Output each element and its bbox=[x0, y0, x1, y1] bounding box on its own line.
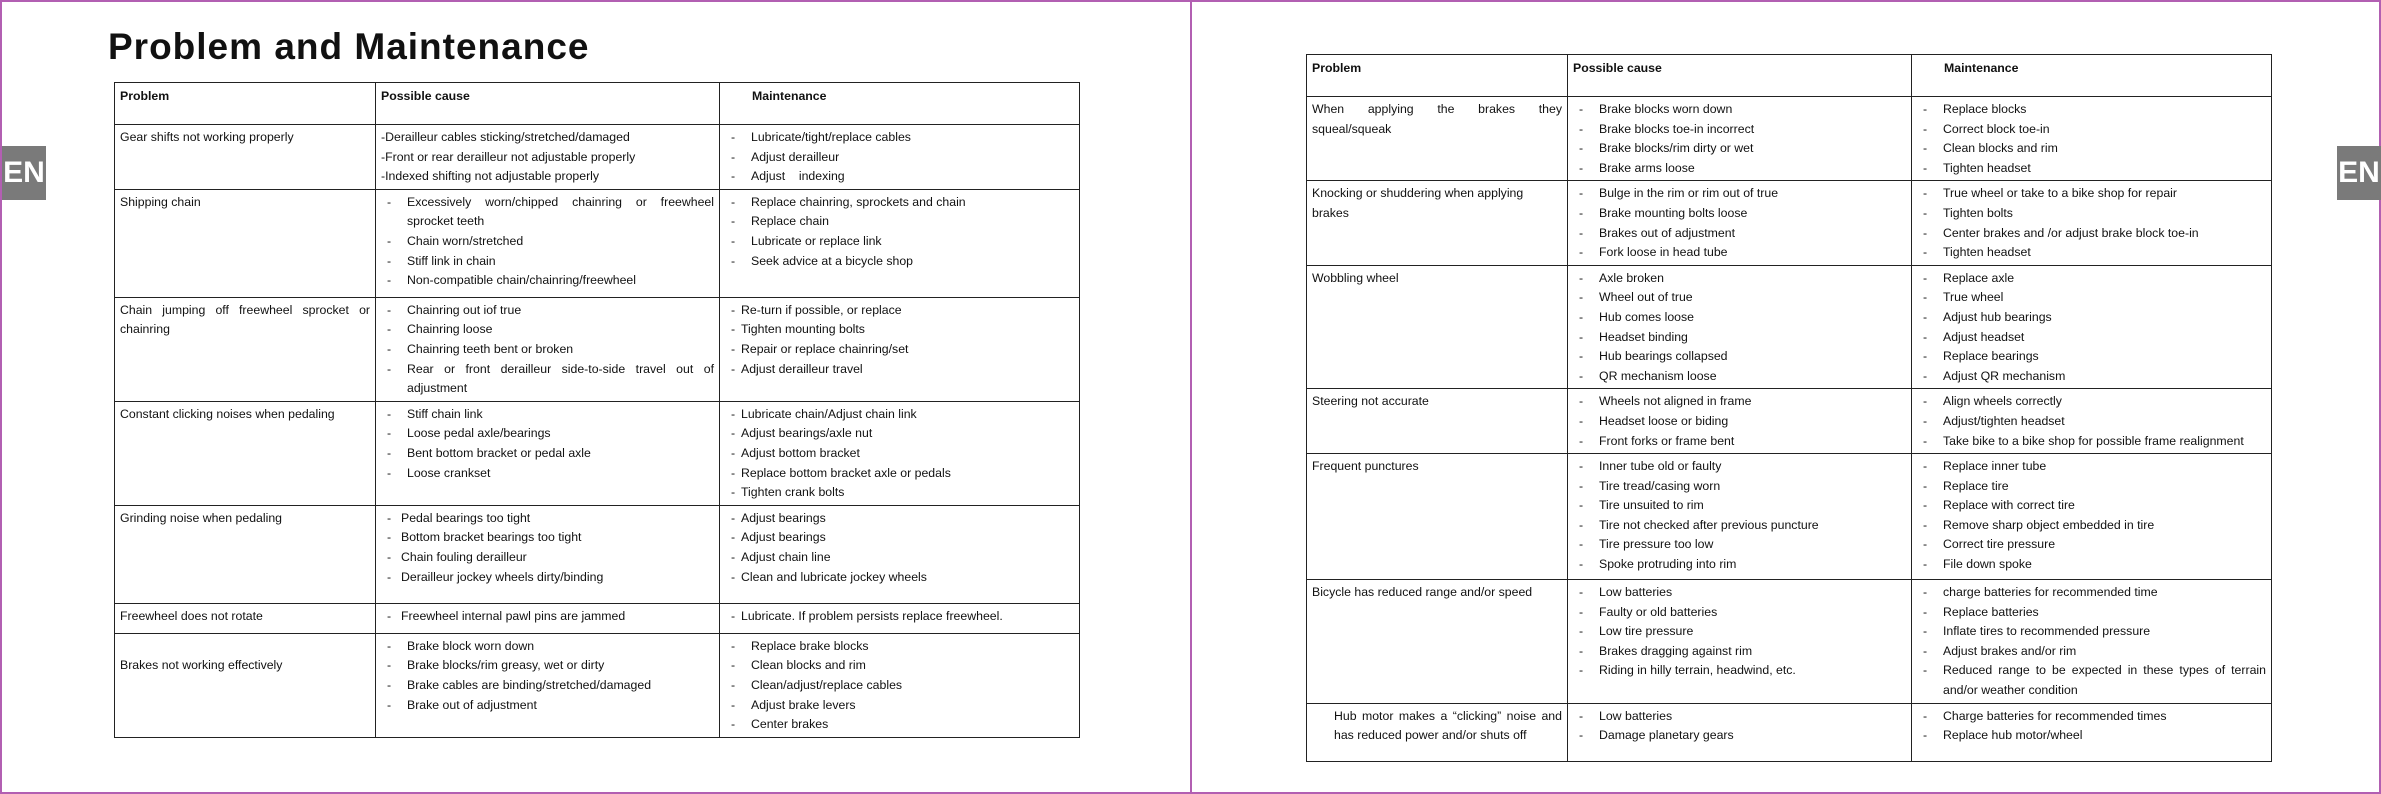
cause-cell bbox=[1568, 97, 1912, 181]
maintenance-cell bbox=[1912, 265, 2272, 389]
cause-cell bbox=[376, 189, 720, 297]
cause-item: - Brake mounting bolts loose bbox=[1573, 204, 1906, 224]
table-row bbox=[115, 505, 1080, 603]
table-header-row bbox=[115, 83, 1080, 125]
right-page bbox=[1192, 2, 2381, 792]
header-problem: Problem bbox=[115, 83, 376, 125]
problem-cell: Shipping chain bbox=[115, 189, 376, 297]
maintenance-item: - Adjust bearings bbox=[725, 528, 1074, 548]
maintenance-item: - File down spoke bbox=[1917, 555, 2266, 575]
cause-item: - Brake blocks worn down bbox=[1573, 100, 1906, 120]
cause-item: - Wheel out of true bbox=[1573, 288, 1906, 308]
cause-item: - Bulge in the rim or rim out of true bbox=[1573, 184, 1906, 204]
table-header-row bbox=[1307, 55, 2272, 97]
table-row bbox=[115, 125, 1080, 190]
maintenance-item: - Correct block toe-in bbox=[1917, 120, 2266, 140]
table-row bbox=[1307, 703, 2272, 761]
cause-item: - Wheels not aligned in frame bbox=[1573, 392, 1906, 412]
cause-item: - Tire tread/casing worn bbox=[1573, 477, 1906, 497]
problem-cell: Knocking or shuddering when applying brakes bbox=[1307, 181, 1568, 265]
maintenance-item: - Replace brake blocks bbox=[725, 637, 1074, 657]
maintenance-item: - Replace axle bbox=[1917, 269, 2266, 289]
cause-item: - Stiff link in chain bbox=[381, 252, 714, 272]
maintenance-item: - Adjust brakes and/or rim bbox=[1917, 642, 2266, 662]
maintenance-item: - Clean and lubricate jockey wheels bbox=[725, 568, 1074, 588]
maintenance-item: - Adjust brake levers bbox=[725, 696, 1074, 716]
cause-item: - Faulty or old batteries bbox=[1573, 603, 1906, 623]
problem-cell: Wobbling wheel bbox=[1307, 265, 1568, 389]
maintenance-item: - Replace chainring, sprockets and chain bbox=[725, 193, 1074, 213]
maintenance-item: - Replace inner tube bbox=[1917, 457, 2266, 477]
cause-item: - Freewheel internal pawl pins are jammed bbox=[381, 607, 714, 627]
cause-item: - Brakes dragging against rim bbox=[1573, 642, 1906, 662]
cause-item: - Loose pedal axle/bearings bbox=[381, 424, 714, 444]
problem-cell: Gear shifts not working properly bbox=[115, 125, 376, 190]
maintenance-item: - Lubricate or replace link bbox=[725, 232, 1074, 252]
cause-item: - Bottom bracket bearings too tight bbox=[381, 528, 714, 548]
header-maintenance: Maintenance bbox=[1912, 55, 2272, 97]
maintenance-item: - Replace tire bbox=[1917, 477, 2266, 497]
maintenance-cell bbox=[720, 189, 1080, 297]
maintenance-item: - Align wheels correctly bbox=[1917, 392, 2266, 412]
cause-item: - Inner tube old or faulty bbox=[1573, 457, 1906, 477]
cause-item: - Chainring teeth bent or broken bbox=[381, 340, 714, 360]
table-row bbox=[1307, 454, 2272, 580]
cause-cell bbox=[1568, 703, 1912, 761]
maintenance-item: - Reduced range to be expected in these types of terrain and/or weather condition bbox=[1917, 661, 2266, 700]
maintenance-item: - Replace batteries bbox=[1917, 603, 2266, 623]
table-row bbox=[115, 297, 1080, 401]
problem-cell: Grinding noise when pedaling bbox=[115, 505, 376, 603]
maintenance-item: - Adjust bottom bracket bbox=[725, 444, 1074, 464]
maintenance-item: - Charge batteries for recommended times bbox=[1917, 707, 2266, 727]
problem-cell: Freewheel does not rotate bbox=[115, 603, 376, 633]
maintenance-cell bbox=[720, 603, 1080, 633]
cause-item: - Tire pressure too low bbox=[1573, 535, 1906, 555]
maintenance-item: - Replace with correct tire bbox=[1917, 496, 2266, 516]
table-row bbox=[1307, 580, 2272, 704]
troubleshooting-table-left bbox=[114, 82, 1080, 738]
maintenance-item: - Clean blocks and rim bbox=[725, 656, 1074, 676]
problem-cell: Bicycle has reduced range and/or speed bbox=[1307, 580, 1568, 704]
maintenance-cell bbox=[720, 297, 1080, 401]
maintenance-item: - Lubricate chain/Adjust chain link bbox=[725, 405, 1074, 425]
maintenance-item: - Replace chain bbox=[725, 212, 1074, 232]
cause-cell bbox=[1568, 454, 1912, 580]
header-maintenance: Maintenance bbox=[720, 83, 1080, 125]
maintenance-item: - Center brakes bbox=[725, 715, 1074, 735]
maintenance-cell bbox=[1912, 389, 2272, 454]
maintenance-item: - Center brakes and /or adjust brake block toe-in bbox=[1917, 224, 2266, 244]
maintenance-item: - Lubricate. If problem persists replace freewheel. bbox=[725, 607, 1074, 627]
maintenance-item: - Adjust QR mechanism bbox=[1917, 367, 2266, 387]
maintenance-cell bbox=[1912, 454, 2272, 580]
maintenance-item: - True wheel bbox=[1917, 288, 2266, 308]
cause-item: - Derailleur jockey wheels dirty/binding bbox=[381, 568, 714, 588]
table-row bbox=[115, 603, 1080, 633]
maintenance-item: - Replace blocks bbox=[1917, 100, 2266, 120]
cause-item: - Axle broken bbox=[1573, 269, 1906, 289]
maintenance-item: - Tighten bolts bbox=[1917, 204, 2266, 224]
maintenance-item: - Clean blocks and rim bbox=[1917, 139, 2266, 159]
cause-cell bbox=[1568, 265, 1912, 389]
cause-cell bbox=[1568, 389, 1912, 454]
cause-item: - Non-compatible chain/chainring/freewheel bbox=[381, 271, 714, 291]
maintenance-item: - Adjust derailleur bbox=[725, 148, 1074, 168]
cause-item: - Low batteries bbox=[1573, 707, 1906, 727]
cause-item: -Derailleur cables sticking/stretched/damaged bbox=[381, 130, 630, 144]
cause-item: - Chainring loose bbox=[381, 320, 714, 340]
cause-item: - Hub comes loose bbox=[1573, 308, 1906, 328]
cause-item: - Brake blocks/rim greasy, wet or dirty bbox=[381, 656, 714, 676]
cause-item: - Damage planetary gears bbox=[1573, 726, 1906, 746]
table-row bbox=[1307, 265, 2272, 389]
cause-item: -Front or rear derailleur not adjustable properly bbox=[381, 149, 636, 164]
cause-item: - Stiff chain link bbox=[381, 405, 714, 425]
maintenance-cell bbox=[720, 505, 1080, 603]
maintenance-item: - True wheel or take to a bike shop for repair bbox=[1917, 184, 2266, 204]
maintenance-item: - Adjust derailleur travel bbox=[725, 360, 1074, 380]
table-row bbox=[115, 401, 1080, 505]
cause-item: - Riding in hilly terrain, headwind, etc. bbox=[1573, 661, 1906, 681]
cause-item: - Fork loose in head tube bbox=[1573, 243, 1906, 263]
problem-cell: Steering not accurate bbox=[1307, 389, 1568, 454]
cause-cell bbox=[376, 633, 720, 737]
cause-cell bbox=[1568, 580, 1912, 704]
maintenance-item: - Replace hub motor/wheel bbox=[1917, 726, 2266, 746]
cause-item: - Brake block worn down bbox=[381, 637, 714, 657]
maintenance-cell bbox=[1912, 580, 2272, 704]
maintenance-item: - Re-turn if possible, or replace bbox=[725, 301, 1074, 321]
header-possible-cause: Possible cause bbox=[376, 83, 720, 125]
cause-item: - Rear or front derailleur side-to-side travel out of adjustment bbox=[381, 360, 714, 399]
maintenance-cell bbox=[1912, 703, 2272, 761]
maintenance-cell bbox=[1912, 181, 2272, 265]
language-tab: EN bbox=[2337, 146, 2381, 200]
maintenance-item: - Adjust hub bearings bbox=[1917, 308, 2266, 328]
cause-item: - Spoke protruding into rim bbox=[1573, 555, 1906, 575]
maintenance-item: - Adjust/tighten headset bbox=[1917, 412, 2266, 432]
cause-item: - Excessively worn/chipped chainring or freewheel sprocket teeth bbox=[381, 193, 714, 232]
maintenance-item: - Tighten headset bbox=[1917, 159, 2266, 179]
cause-item: - Chain worn/stretched bbox=[381, 232, 714, 252]
cause-item: - Brake arms loose bbox=[1573, 159, 1906, 179]
table-row bbox=[115, 189, 1080, 297]
cause-item: - Brake out of adjustment bbox=[381, 696, 714, 716]
page-title: Problem and Maintenance bbox=[108, 26, 590, 67]
cause-item: - Low tire pressure bbox=[1573, 622, 1906, 642]
cause-item: - Tire unsuited to rim bbox=[1573, 496, 1906, 516]
cause-item: - Headset binding bbox=[1573, 328, 1906, 348]
table-row bbox=[1307, 97, 2272, 181]
table-row bbox=[115, 633, 1080, 737]
maintenance-item: - Replace bottom bracket axle or pedals bbox=[725, 464, 1074, 484]
maintenance-item: - Adjust bearings bbox=[725, 509, 1074, 529]
maintenance-item: - Adjust indexing bbox=[725, 167, 1074, 187]
maintenance-item: - Inflate tires to recommended pressure bbox=[1917, 622, 2266, 642]
cause-item: - Chain fouling derailleur bbox=[381, 548, 714, 568]
cause-item: - Brake cables are binding/stretched/damaged bbox=[381, 676, 714, 696]
left-page bbox=[2, 2, 1190, 792]
cause-cell bbox=[376, 125, 720, 190]
maintenance-item: - Tighten crank bolts bbox=[725, 483, 1074, 503]
maintenance-item: - Clean/adjust/replace cables bbox=[725, 676, 1074, 696]
maintenance-cell bbox=[720, 401, 1080, 505]
maintenance-item: - Adjust bearings/axle nut bbox=[725, 424, 1074, 444]
cause-item: - Tire not checked after previous puncture bbox=[1573, 516, 1906, 536]
maintenance-item: - Lubricate/tight/replace cables bbox=[725, 128, 1074, 148]
cause-item: - Brakes out of adjustment bbox=[1573, 224, 1906, 244]
cause-item: - Bent bottom bracket or pedal axle bbox=[381, 444, 714, 464]
maintenance-item: - Adjust headset bbox=[1917, 328, 2266, 348]
problem-cell: Chain jumping off freewheel sprocket or chainring bbox=[115, 297, 376, 401]
maintenance-item: - Tighten headset bbox=[1917, 243, 2266, 263]
problem-cell: Brakes not working effectively bbox=[115, 633, 376, 737]
maintenance-cell bbox=[720, 125, 1080, 190]
cause-cell bbox=[1568, 181, 1912, 265]
maintenance-item: - Adjust chain line bbox=[725, 548, 1074, 568]
header-possible-cause: Possible cause bbox=[1568, 55, 1912, 97]
maintenance-item: - Repair or replace chainring/set bbox=[725, 340, 1074, 360]
problem-cell: Constant clicking noises when pedaling bbox=[115, 401, 376, 505]
table-row bbox=[1307, 389, 2272, 454]
maintenance-item: - Remove sharp object embedded in tire bbox=[1917, 516, 2266, 536]
header-problem: Problem bbox=[1307, 55, 1568, 97]
problem-cell: When applying the brakes they squeal/squeak bbox=[1307, 97, 1568, 181]
cause-item: - Loose crankset bbox=[381, 464, 714, 484]
cause-item: - Brake blocks toe-in incorrect bbox=[1573, 120, 1906, 140]
maintenance-item: - charge batteries for recommended time bbox=[1917, 583, 2266, 603]
cause-cell bbox=[376, 401, 720, 505]
cause-cell bbox=[376, 505, 720, 603]
cause-item: - Low batteries bbox=[1573, 583, 1906, 603]
table-row bbox=[1307, 181, 2272, 265]
cause-item: -Indexed shifting not adjustable properly bbox=[381, 169, 600, 184]
problem-cell: Hub motor makes a “clicking” noise and has reduced power and/or shuts off bbox=[1307, 703, 1568, 761]
cause-item: - Brake blocks/rim dirty or wet bbox=[1573, 139, 1906, 159]
cause-cell bbox=[376, 297, 720, 401]
cause-item: - Pedal bearings too tight bbox=[381, 509, 714, 529]
troubleshooting-table-right bbox=[1306, 54, 2272, 762]
cause-item: - Front forks or frame bent bbox=[1573, 432, 1906, 452]
maintenance-item: - Seek advice at a bicycle shop bbox=[725, 252, 1074, 272]
cause-item: - Headset loose or biding bbox=[1573, 412, 1906, 432]
cause-item: - Hub bearings collapsed bbox=[1573, 347, 1906, 367]
language-tab: EN bbox=[2, 146, 46, 200]
cause-cell bbox=[376, 603, 720, 633]
cause-item: - Chainring out iof true bbox=[381, 301, 714, 321]
maintenance-item: - Tighten mounting bolts bbox=[725, 320, 1074, 340]
maintenance-item: - Replace bearings bbox=[1917, 347, 2266, 367]
maintenance-cell bbox=[720, 633, 1080, 737]
maintenance-cell bbox=[1912, 97, 2272, 181]
cause-item: - QR mechanism loose bbox=[1573, 367, 1906, 387]
problem-cell: Frequent punctures bbox=[1307, 454, 1568, 580]
maintenance-item: - Take bike to a bike shop for possible frame realignment bbox=[1917, 432, 2266, 452]
maintenance-item: - Correct tire pressure bbox=[1917, 535, 2266, 555]
